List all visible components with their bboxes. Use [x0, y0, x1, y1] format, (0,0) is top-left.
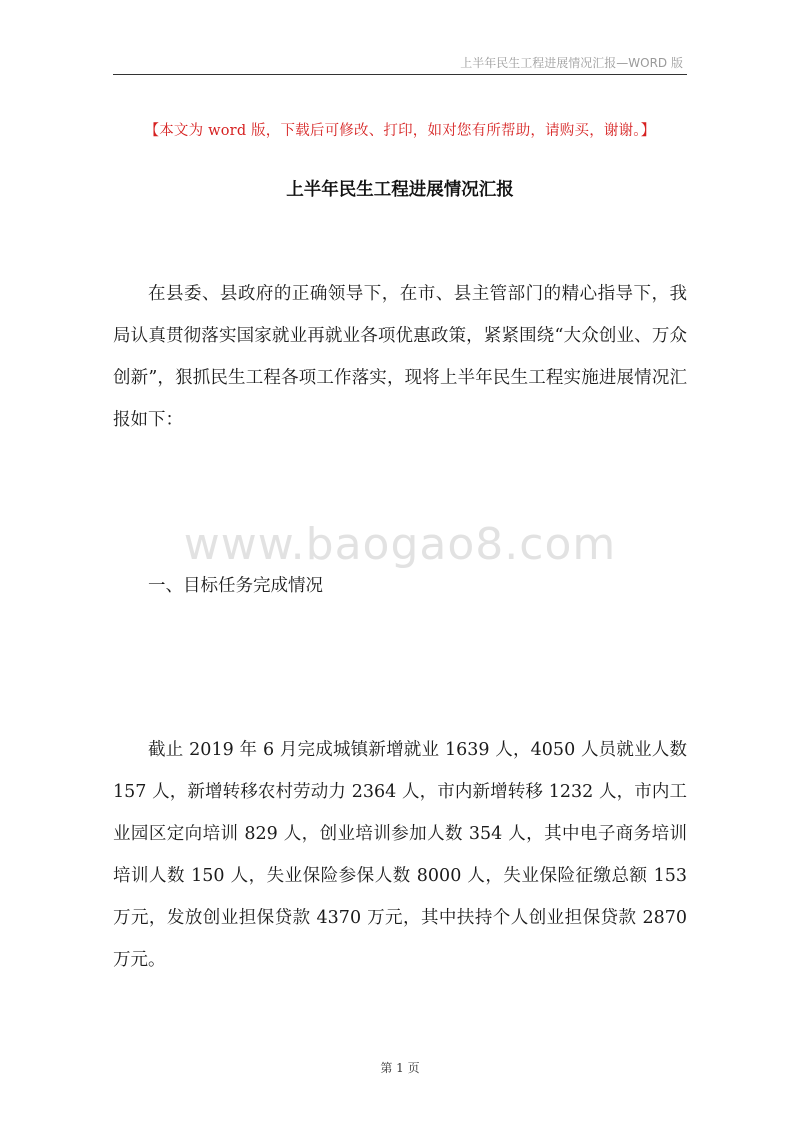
download-notice: 【本文为 word 版，下载后可修改、打印，如对您有所帮助，请购买，谢谢。】: [144, 123, 656, 139]
watermark: www.baogao8.com: [183, 519, 617, 570]
page-header: [113, 50, 687, 75]
intro-paragraph: 在县委、县政府的正确领导下，在市、县主管部门的精心指导下，我局认真贯彻落实国家就业再就业各项优惠政策，紧紧围绕“大众创业、万众创新”，狠抓民生工程各项工作落实，现将上半年民生工程实施进展情况汇报如下：: [113, 284, 687, 430]
page-number: 第 1 页: [380, 1061, 420, 1075]
body-paragraph: 截止 2019 年 6 月完成城镇新增就业 1639 人，4050 人员就业人数 157 人，新增转移农村劳动力 2364 人，市内新增转移 1232 人，市内工业园区定向培训 829 人，创业培训参加人数 354 人，其中电子商务培训培训人数 150 人，失业保险参保人数 8000 人，失业保险征缴总额 153 万元，发放创业担保贷款 4370 万元，其中扶持个人创业担保贷款 2870 万元。: [113, 740, 687, 970]
running-header-title: 上半年民生工程进展情况汇报—WORD 版: [460, 56, 683, 70]
document-title: 上半年民生工程进展情况汇报: [286, 180, 514, 200]
section-heading: 一、目标任务完成情况: [148, 576, 323, 596]
